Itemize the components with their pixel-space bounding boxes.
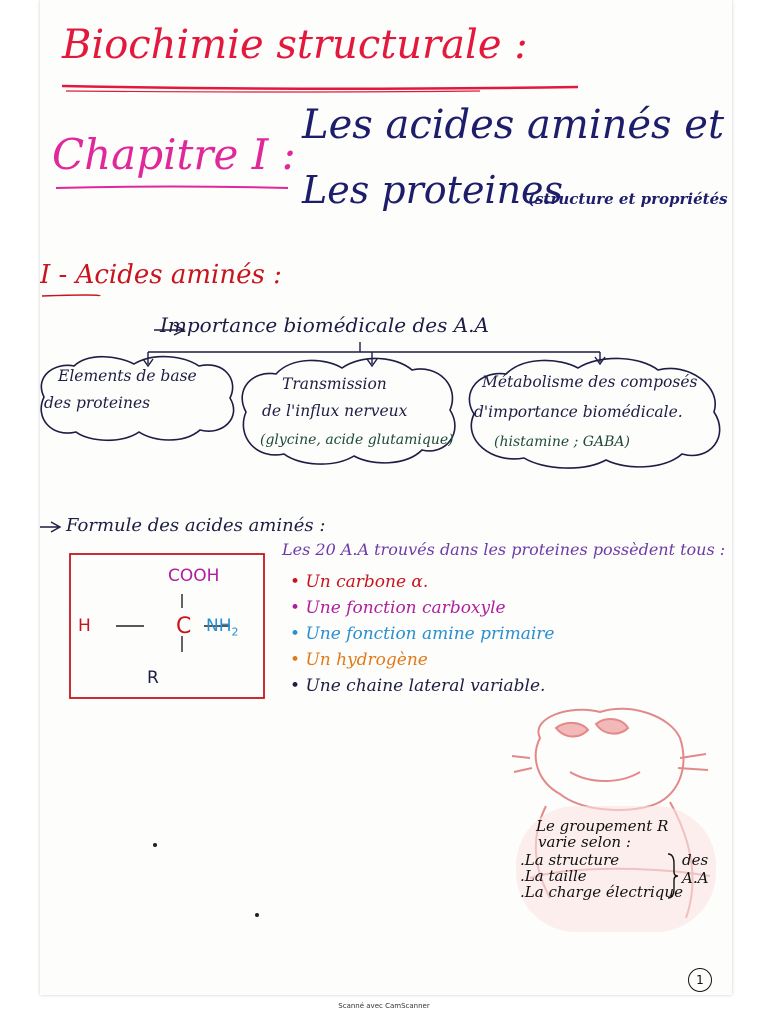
chapter-underline: [54, 183, 290, 193]
brace-label-2: A.A: [682, 869, 709, 887]
bullet-icon: •: [290, 572, 306, 592]
arrow-icon: [40, 520, 66, 534]
cloud-1-line1: Elements de base: [58, 367, 197, 385]
formula-label: Formule des acides aminés :: [66, 515, 326, 536]
bullet-icon: •: [290, 624, 306, 644]
r-group-item-2: .La taille: [520, 867, 587, 885]
formula-h: H: [78, 616, 91, 636]
property-text: Un hydrogène: [305, 650, 428, 670]
cloud-2-note: (glycine, acide glutamique): [260, 432, 454, 448]
property-item: [290, 650, 428, 670]
page-number: 1: [688, 968, 712, 992]
chapter-label: Chapitre I :: [52, 130, 296, 179]
page-title: Biochimie structurale :: [62, 22, 528, 68]
brace-icon: [666, 852, 680, 900]
section-title: I - Acides aminés :: [40, 260, 282, 290]
dot-mark: [150, 840, 160, 850]
chapter-heading-suffix: (structure et propriétés: [528, 190, 728, 208]
title-underline: [60, 82, 580, 94]
property-text: Une fonction carboxyle: [305, 598, 506, 618]
property-item: [290, 598, 506, 618]
bullet-icon: •: [290, 650, 306, 670]
property-text: Un carbone α.: [305, 572, 429, 592]
cloud-3-line1: Métabolisme des composés: [482, 373, 698, 391]
r-group-item-1: .La structure: [520, 851, 620, 869]
brace-label-1: des: [682, 851, 709, 869]
formula-r: R: [147, 668, 159, 688]
chapter-heading-line2: Les proteines: [302, 168, 564, 212]
footer-scanner: Scanné avec CamScanner: [338, 1002, 430, 1010]
importance-label: Importance biomédicale des A.A: [160, 313, 489, 337]
bullet-icon: •: [290, 676, 306, 696]
r-group-line2: varie selon :: [538, 833, 631, 851]
cloud-1-line2: des proteines: [44, 394, 151, 412]
section-underline: [40, 292, 190, 300]
r-group-line1: Le groupement R: [536, 817, 669, 835]
property-item: [290, 624, 554, 644]
chapter-heading-line1: Les acides aminés et: [302, 102, 725, 148]
dot-mark: [252, 910, 262, 920]
property-item: [290, 572, 428, 592]
bullet-icon: •: [290, 598, 306, 618]
formula-nh2: $NH_2$: [206, 616, 239, 639]
formula-cooh: COOH: [168, 566, 220, 586]
cloud-2-line2: de l'influx nerveux: [262, 402, 408, 420]
property-text: Une chaine lateral variable.: [305, 676, 546, 696]
cloud-2-line1: Transmission: [282, 375, 387, 393]
cloud-3-note: (histamine ; GABA): [494, 434, 630, 450]
properties-intro: Les 20 A.A trouvés dans les proteines possèdent tous :: [282, 540, 726, 559]
notebook-page: [40, 0, 732, 995]
property-text: Une fonction amine primaire: [305, 624, 555, 644]
r-group-item-3: .La charge électrique: [520, 883, 683, 901]
formula-c: C: [176, 614, 192, 639]
property-item: [290, 676, 545, 696]
cloud-3-line2: d'importance biomédicale.: [474, 403, 683, 421]
